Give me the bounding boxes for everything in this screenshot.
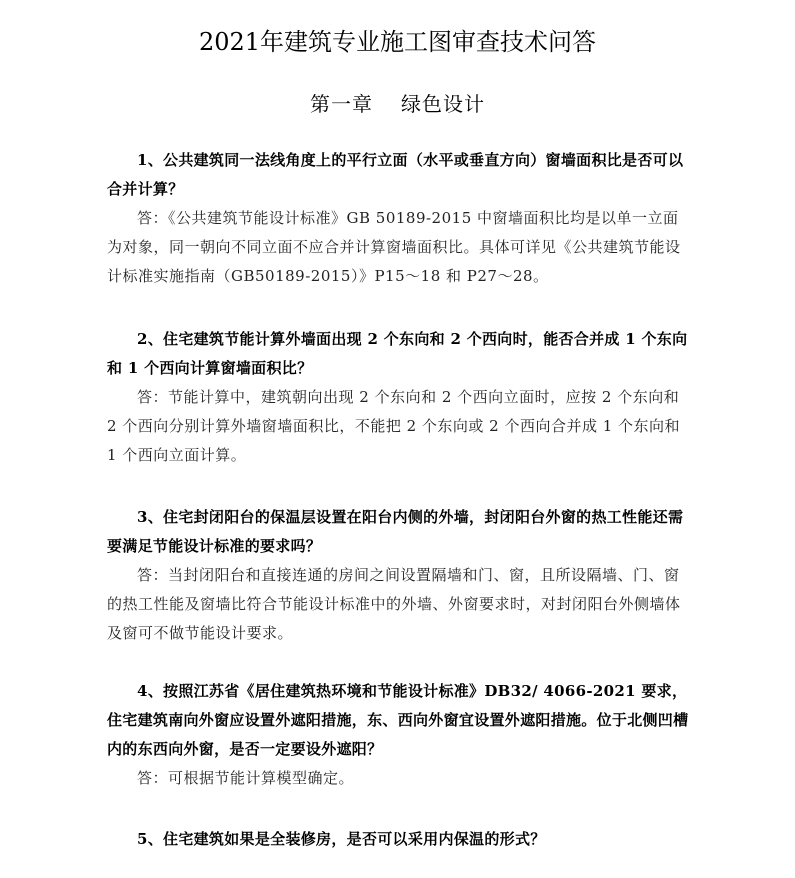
question-text: 1、公共建筑同一法线角度上的平行立面（水平或垂直方向）窗墙面积比是否可以合并计算？: [107, 151, 684, 198]
document-title: 2021年建筑专业施工图审查技术问答: [198, 28, 597, 56]
chapter-heading: [0, 91, 795, 117]
qa-item-5: [107, 825, 690, 854]
chapter-name: 绿色设计: [401, 92, 485, 116]
chapter-number: 第一章: [310, 92, 373, 116]
qa-item-2: [107, 325, 690, 470]
question-text: 5、住宅建筑如果是全装修房，是否可以采用内保温的形式？: [137, 830, 546, 848]
qa-item-4: [107, 677, 690, 793]
answer-text: 答：《公共建筑节能设计标准》GB 50189-2015 中窗墙面积比均是以单一立面为对象，同一朝向不同立面不应合并计算窗墙面积比。具体可详见《公共建筑节能设计标准实施指南（GB50189-2015）》P15～18 和 P27～28。: [107, 209, 681, 285]
question-text: 4、按照江苏省《居住建筑热环境和节能设计标准》DB32/ 4066-2021 要求，住宅建筑南向外窗应设置外遮阳措施，东、西向外窗宜设置外遮阳措施。位于北侧凹槽内的东西向外窗，是否一定要设外遮阳？: [107, 682, 689, 758]
answer-text: 答：节能计算中，建筑朝向出现 2 个东向和 2 个西向立面时，应按 2 个东向和 2 个西向分别计算外墙窗墙面积比，不能把 2 个东向或 2 个西向合并成 1 个东向和 1 个西向立面计算。: [107, 388, 681, 464]
qa-item-1: [107, 146, 690, 291]
question-text: 2、住宅建筑节能计算外墙面出现 2 个东向和 2 个西向时，能否合并成 1 个东向和 1 个西向计算窗墙面积比？: [107, 330, 688, 377]
answer-text: 答：可根据节能计算模型确定。: [137, 769, 355, 787]
question-text: 3、住宅封闭阳台的保温层设置在阳台内侧的外墙，封闭阳台外窗的热工性能还需要满足节能设计标准的要求吗？: [107, 508, 684, 555]
answer-text: 答：当封闭阳台和直接连通的房间之间设置隔墙和门、窗，且所设隔墙、门、窗的热工性能及窗墙比符合节能设计标准中的外墙、外窗要求时，对封闭阳台外侧墙体及窗可不做节能设计要求。: [107, 566, 681, 642]
qa-item-3: [107, 503, 690, 648]
